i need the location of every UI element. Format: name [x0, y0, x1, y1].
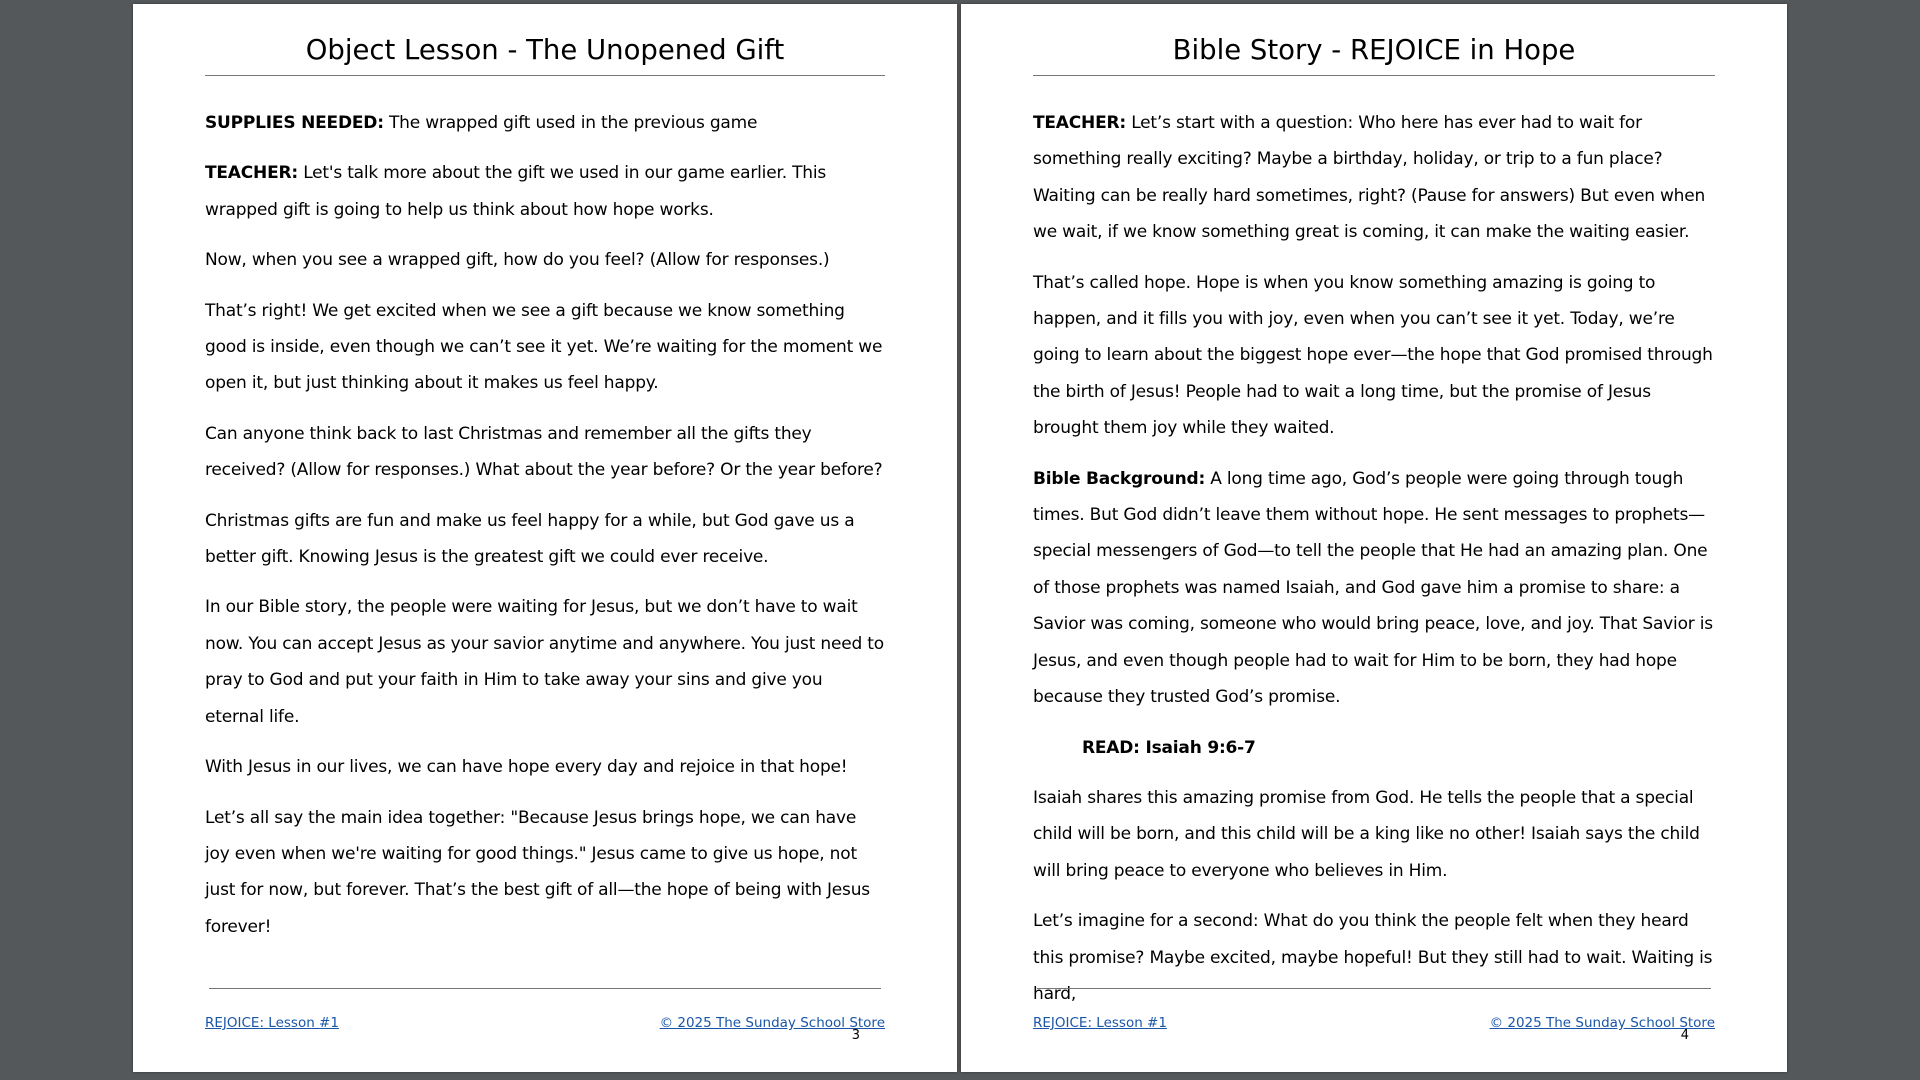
footer-lesson-link[interactable]: REJOICE: Lesson #1	[205, 1015, 339, 1031]
paragraph-text: In our Bible story, the people were waiting for Jesus, but we don’t have to wait now. You can accept Jesus as your savior anytime and anywhere. You just need to pray to God and put your faith in Him to take away your sins and give you eternal life.	[205, 597, 884, 727]
paragraph	[205, 800, 885, 946]
paragraph-label: TEACHER:	[205, 163, 298, 184]
paragraph-text: With Jesus in our lives, we can have hope every day and rejoice in that hope!	[205, 757, 848, 778]
paragraph-text: Christmas gifts are fun and make us feel happy for a while, but God gave us a better gift. Knowing Jesus is the greatest gift we could ever receive.	[205, 510, 855, 568]
document-page-left	[133, 4, 957, 1072]
paragraph-text: The wrapped gift used in the previous game	[383, 113, 758, 133]
paragraph	[205, 242, 885, 278]
footer-copyright-link[interactable]: © 2025 The Sunday School Store	[1489, 1015, 1715, 1031]
paragraph-text: Let’s start with a question: Who here has ever had to wait for something really exciting? Maybe a birthday, holiday, or trip to a fun place? Waiting can be really hard sometimes, right? (Pause for answers) But even when we wait, if we know something great is coming, it can make the waiting easier.	[1033, 113, 1706, 243]
footer-lesson-link[interactable]: REJOICE: Lesson #1	[1033, 1015, 1167, 1031]
paragraph-text: That’s right! We get excited when we see a gift because we know something good is inside, even though we can’t see it yet. We’re waiting for the moment we open it, but just thinking about it makes us feel happy.	[205, 300, 883, 394]
paragraph	[1033, 461, 1715, 716]
paragraph	[205, 416, 885, 489]
footer-divider	[1037, 988, 1711, 989]
paragraph	[1033, 780, 1715, 889]
paragraph	[205, 105, 885, 141]
paragraph-text: Isaiah shares this amazing promise from God. He tells the people that a special child will be born, and this child will be a king like no other! Isaiah says the child will bring peace to everyone who believes in Him.	[1033, 787, 1700, 881]
title-divider	[1033, 75, 1715, 76]
paragraph-text: Let’s imagine for a second: What do you think the people felt when they heard this promise? Maybe excited, maybe hopeful! But they still had to wait. Waiting is hard,	[1033, 911, 1713, 1004]
paragraph	[205, 293, 885, 402]
page-title: Bible Story - REJOICE in Hope	[1172, 34, 1576, 66]
paragraph	[205, 589, 885, 735]
page-body	[205, 105, 885, 959]
paragraph	[1033, 265, 1715, 447]
paragraph-text: Let's talk more about the gift we used in our game earlier. This wrapped gift is going to help us think about how hope works.	[205, 163, 827, 220]
page-number: 4	[1680, 1028, 1689, 1043]
paragraph	[205, 749, 885, 785]
paragraph-text: A long time ago, God’s people were going through tough times. But God didn’t leave them without hope. He sent messages to prophets—special messengers of God—to tell the people that He had an amazing plan. One of those prophets was named Isaiah, and God gave him a promise to share: a Savior was coming, someone who would bring peace, love, and joy. That Savior is Jesus, and even though people had to wait for Him to be born, they had hope because they trusted God’s promise.	[1033, 468, 1713, 708]
paragraph-text: Can anyone think back to last Christmas and remember all the gifts they received? (Allow for responses.) What about the year before? Or the year before?	[205, 423, 883, 481]
paragraph-label: Bible Background:	[1033, 468, 1206, 489]
paragraph	[1033, 105, 1715, 251]
title-divider	[205, 75, 885, 76]
footer-divider	[209, 988, 881, 989]
page-number: 3	[851, 1028, 860, 1043]
page-title: Object Lesson - The Unopened Gift	[305, 34, 785, 66]
scripture-reference	[1033, 730, 1715, 766]
paragraph	[205, 155, 885, 228]
paragraph-text: Now, when you see a wrapped gift, how do you feel? (Allow for responses.)	[205, 250, 830, 271]
paragraph-label: TEACHER:	[1033, 113, 1126, 133]
page-body	[1033, 105, 1715, 1026]
paragraph	[205, 503, 885, 576]
paragraph-label: READ: Isaiah 9:6-7	[1082, 737, 1256, 758]
paragraph	[1033, 903, 1715, 1012]
paragraph-text: Let’s all say the main idea together: "Because Jesus brings hope, we can have joy even when we're waiting for good things." Jesus came to give us hope, not just for now, but forever. That’s the best gift of all—the hope of being with Jesus forever!	[205, 807, 870, 937]
paragraph-text: That’s called hope. Hope is when you know something amazing is going to happen, and it fills you with joy, even when you can’t see it yet. Today, we’re going to learn about the biggest hope ever—the hope that God promised through the birth of Jesus! People had to wait a long time, but the promise of Jesus brought them joy while they waited.	[1033, 272, 1713, 439]
footer-copyright-link[interactable]: © 2025 The Sunday School Store	[659, 1015, 885, 1031]
paragraph-label: SUPPLIES NEEDED:	[205, 113, 384, 133]
document-page-right	[961, 4, 1787, 1072]
